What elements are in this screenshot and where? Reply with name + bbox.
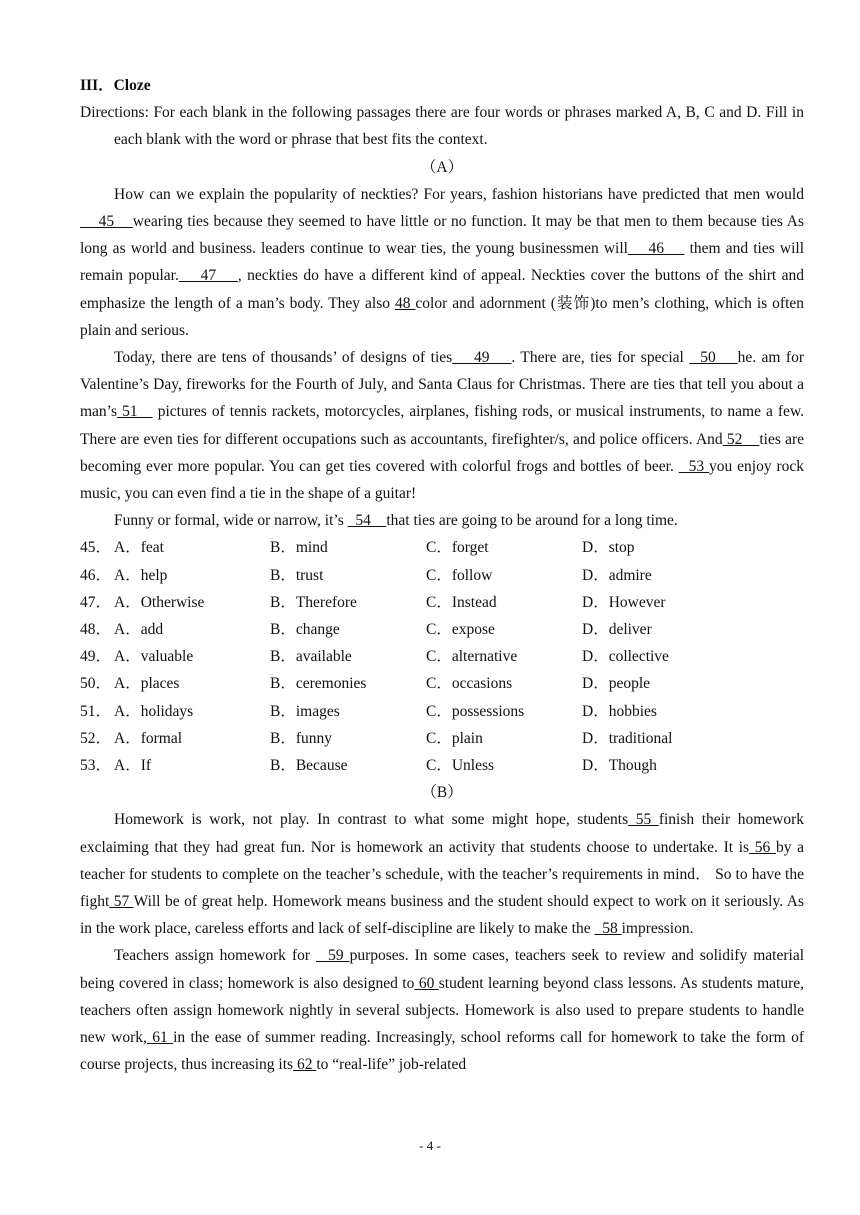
option-d: D．traditional <box>582 729 673 747</box>
passage-text: ties are becoming ever more popular. You can get ties covered with colorful frogs and bottles of beer. <box>80 430 805 475</box>
question-number: 51． <box>80 702 112 720</box>
option-b: B．available <box>270 648 352 666</box>
option-d: D．collective <box>582 648 669 666</box>
question-number: 52． <box>80 729 112 747</box>
passage-text: to “real-life” job-related <box>316 1056 467 1074</box>
option-c: C．alternative <box>426 648 518 666</box>
passage-text: How can we explain the popularity of neckties? For years, fashion historians have predicted that men would <box>114 185 804 203</box>
option-a: A．Otherwise <box>114 593 205 611</box>
question-number: 45． <box>80 539 112 557</box>
question-number: 49． <box>80 648 112 666</box>
option-row <box>80 752 804 779</box>
option-d: D．deliver <box>582 621 652 639</box>
passage-text: Teachers assign homework for <box>114 947 317 965</box>
answer-blank: 48 <box>394 294 416 312</box>
answer-blank: 60 <box>414 974 439 992</box>
passage-text: them and ties will remain popular. <box>80 240 805 285</box>
passage-text: purposes. In some cases, teachers seek to review and solidify material being covered in class; homework is also designed to <box>80 947 805 992</box>
option-c: C．occasions <box>426 675 513 693</box>
option-c: C．forget <box>426 539 489 557</box>
answer-blank: 56 <box>749 838 776 856</box>
question-number: 53． <box>80 756 112 774</box>
answer-blank: 57 <box>109 892 134 910</box>
answer-blank: 55 <box>628 811 659 829</box>
passage-text: Today, there are tens of thousands’ of designs of ties <box>114 349 453 367</box>
option-b: B．mind <box>270 539 328 557</box>
passage-a-label: （A） <box>420 158 464 176</box>
option-d: D．hobbies <box>582 702 657 720</box>
option-d: D．Though <box>582 756 657 774</box>
question-number: 48． <box>80 621 112 639</box>
passage-text: color and adornment (装饰)to men’s clothing, which is often plain and serious. <box>80 294 805 339</box>
option-b: B．trust <box>270 566 324 584</box>
option-c: C．possessions <box>426 702 525 720</box>
passage-text: finish their homework exclaiming that they had great fun. Nor is homework an activity that students choose to undertake. It is <box>80 811 804 856</box>
passage-text: pictures of tennis rackets, motorcycles, airplanes, fishing rods, or musical instruments, to name a few. There are even ties for different occupations such as accountants, firefighter/s, and police officers. And <box>80 403 805 448</box>
option-row <box>80 643 804 670</box>
answer-blank: 46 <box>627 240 685 258</box>
option-d: D．people <box>582 675 651 693</box>
option-b: B．Because <box>270 756 348 774</box>
question-number: 50． <box>80 675 112 693</box>
answer-blank: 49 <box>452 349 512 367</box>
answer-blank: 50 <box>689 349 738 367</box>
passage-text: Will be of great help. Homework means business and the student should expect to work on it seriously. As in the work place, careless efforts and lack of self-discipline are likely to make the <box>80 892 804 938</box>
answer-blank: 53 <box>678 457 709 475</box>
passage-text: , neckties do have a different kind of appeal. Neckties cover the buttons of the shirt and emphasize the length of a man’s body. They also <box>80 267 804 312</box>
option-b: B．Therefore <box>270 593 357 611</box>
answer-blank: 47 <box>178 267 238 285</box>
option-c: C．expose <box>426 621 495 639</box>
option-row <box>80 670 804 697</box>
option-a: A．help <box>114 566 168 584</box>
options-list <box>80 534 804 779</box>
passage-text: he. am for Valentine’s Day, fireworks for the Fourth of July, and Santa Claus for Christmas. There are ties that tell you about a man’s <box>80 349 804 421</box>
option-a: A．feat <box>114 539 164 557</box>
option-a: A．valuable <box>114 648 194 666</box>
option-row <box>80 725 804 752</box>
option-b: B．images <box>270 702 340 720</box>
passage-text: that ties are going to be around for a long time. <box>386 512 678 530</box>
option-row <box>80 534 804 561</box>
option-c: C．Unless <box>426 756 495 774</box>
option-d: D．stop <box>582 539 635 557</box>
exam-page <box>80 72 804 1078</box>
passage-text: Homework is work, not play. In contrast to what some might hope, students <box>114 811 629 829</box>
passage-text: . There are, ties for special <box>511 349 690 367</box>
option-a: A．holidays <box>114 702 194 720</box>
option-row <box>80 562 804 589</box>
option-c: C．follow <box>426 566 493 584</box>
passage-text: you enjoy rock music, you can even find a tie in the shape of a guitar! <box>80 457 805 503</box>
answer-blank: 54 <box>347 512 387 530</box>
option-c: C．plain <box>426 729 483 747</box>
answer-blank: 62 <box>293 1056 317 1074</box>
answer-blank: 52 <box>722 430 760 448</box>
option-row <box>80 698 804 725</box>
page-number: - 4 - <box>419 1138 441 1153</box>
passage-b-label: （B） <box>421 784 463 802</box>
option-row <box>80 589 804 616</box>
option-b: B．change <box>270 621 340 639</box>
option-c: C．Instead <box>426 593 497 611</box>
option-d: D．admire <box>582 566 652 584</box>
option-b: B．funny <box>270 729 333 747</box>
passage-text: wearing ties because they seemed to have little or no function. It may be that men to them because ties As long as world and business. leaders continue to wear ties, the young businessmen will <box>80 213 804 258</box>
option-row <box>80 616 804 643</box>
passage-a-paragraph-1 <box>80 181 804 344</box>
passage-a-paragraph-2 <box>80 344 804 507</box>
answer-blank: 59 <box>316 947 350 965</box>
option-a: A．formal <box>114 729 183 747</box>
answer-blank: 51 <box>117 403 153 421</box>
passage-text: impression. <box>621 920 694 938</box>
passage-text: by a teacher for students to complete on the teacher’s schedule, with the teacher’s requirements in mind． So to have the fight <box>80 838 804 910</box>
passage-text: Funny or formal, wide or narrow, it’s <box>114 512 348 530</box>
passage-a-paragraph-3 <box>80 507 804 534</box>
answer-blank: 58 <box>594 920 622 938</box>
section-title: III．Cloze <box>80 77 151 94</box>
passage-text: student learning beyond class lessons. As students mature, teachers often assign homework nightly in several subjects. Homework is also used to prepare students to handle new work, <box>80 974 804 1046</box>
passage-b-paragraph-2 <box>80 942 804 1078</box>
question-number: 47． <box>80 593 112 611</box>
answer-blank: 61 <box>146 1028 174 1046</box>
question-number: 46． <box>80 566 112 584</box>
option-d: D．However <box>582 593 666 611</box>
option-a: A．If <box>114 756 152 774</box>
option-a: A．add <box>114 621 164 639</box>
option-b: B．ceremonies <box>270 675 367 693</box>
answer-blank: 45 <box>80 213 133 231</box>
option-a: A．places <box>114 675 180 693</box>
passage-text: in the ease of summer reading. Increasingly, school reforms call for homework to take the form of course projects, thus increasing its <box>80 1028 804 1074</box>
directions: Directions: For each blank in the following passages there are four words or phrases marked A, B, C and D. Fill in each blank with the word or phrase that best fits the context. <box>80 104 804 149</box>
passage-b-paragraph-1 <box>80 806 804 942</box>
